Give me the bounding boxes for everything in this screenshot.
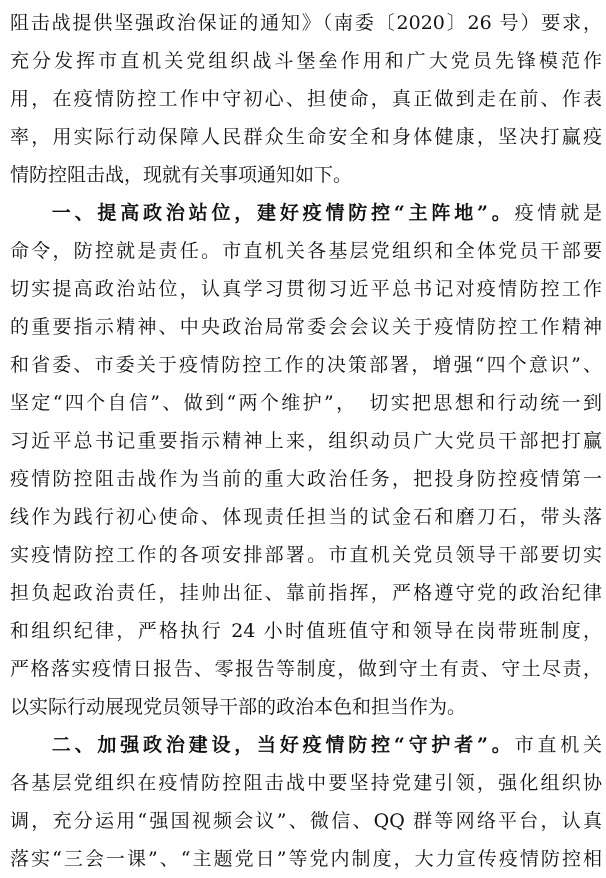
text-line: 和省委、市委关于疫情防控工作的决策部署，增强“四个意识”、: [10, 354, 602, 376]
text-line: 情防控阻击战，现就有关事项通知如下。: [10, 164, 353, 186]
text-line: 和组织纪律，严格执行 24 小时值班值守和领导在岗带班制度，: [10, 620, 602, 642]
document-body: [10, 4, 602, 878]
text-line: 严格落实疫情日报告、零报告等制度，做到守土有责、守土尽责，: [10, 658, 602, 680]
paragraph-intro: [10, 4, 602, 194]
section-2-paragraph: [10, 726, 602, 878]
text-line: 阻击战提供坚强政治保证的通知》（南委〔2020〕26 号）要求，: [10, 12, 602, 34]
text-line: 各基层党组织在疫情防控阻击战中要坚持党建引领，强化组织协: [10, 772, 602, 794]
text-line: 习近平总书记重要指示精神上来，组织动员广大党员干部把打赢: [10, 430, 602, 452]
text-line: 率，用实际行动保障人民群众生命安全和身体健康，坚决打赢疫: [10, 126, 602, 148]
text-line: 的重要指示精神、中央政治局常委会会议关于疫情防控工作精神: [10, 316, 602, 338]
section-2-first-line: [10, 726, 602, 764]
text-line: 以实际行动展现党员领导干部的政治本色和担当作为。: [10, 696, 467, 718]
text-line: 调，充分运用“强国视频会议”、微信、QQ 群等网络平台，认真: [10, 810, 602, 832]
text-line: 命令，防控就是责任。市直机关各基层党组织和全体党员干部要: [10, 240, 602, 262]
text-line: 坚定“四个自信”、做到“两个维护”， 切实把思想和行动统一到: [10, 392, 602, 414]
text-line: 线作为践行初心使命、体现责任担当的试金石和磨刀石，带头落: [10, 506, 602, 528]
text-line: 充分发挥市直机关党组织战斗堡垒作用和广大党员先锋模范作: [10, 50, 602, 72]
text-line: 担负起政治责任，挂帅出征、靠前指挥，严格遵守党的政治纪律: [10, 582, 602, 604]
section-1-paragraph: [10, 194, 602, 726]
text-line: 用，在疫情防控工作中守初心、担使命，真正做到走在前、作表: [10, 88, 602, 110]
text-line: 落实“三会一课”、“主题党日”等党内制度，大力宣传疫情防控相: [10, 848, 602, 870]
section-1-first-line-rest: 疫情就是: [514, 202, 602, 224]
text-line: 疫情防控阻击战作为当前的重大政治任务，把投身防控疫情第一: [10, 468, 602, 490]
text-line: 切实提高政治站位，认真学习贯彻习近平总书记对疫情防控工作: [10, 278, 602, 300]
section-1-first-line: [10, 194, 602, 232]
text-line: 实疫情防控工作的各项安排部署。市直机关党员领导干部要切实: [10, 544, 602, 566]
section-1-heading: 一、提高政治站位，建好疫情防控“主阵地”。: [48, 202, 515, 224]
section-2-first-line-rest: 市直机关: [514, 734, 602, 756]
section-2-heading: 二、加强政治建设，当好疫情防控“守护者”。: [48, 734, 515, 756]
